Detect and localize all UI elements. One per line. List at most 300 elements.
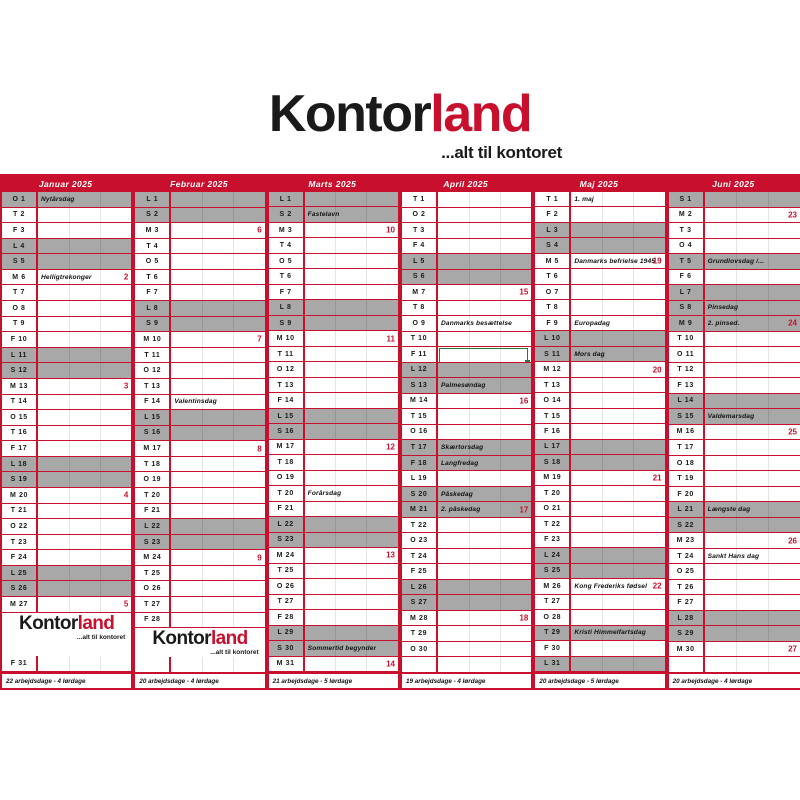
day-note-cell[interactable] <box>38 457 131 472</box>
day-row[interactable] <box>2 642 131 657</box>
day-note-cell[interactable] <box>705 564 800 579</box>
day-row[interactable] <box>135 426 264 442</box>
day-row[interactable] <box>535 424 664 439</box>
day-note-cell[interactable] <box>171 504 264 519</box>
day-row[interactable] <box>2 223 131 239</box>
day-note-cell[interactable] <box>305 223 398 237</box>
day-row[interactable] <box>135 628 264 657</box>
day-row[interactable] <box>402 239 531 255</box>
day-row[interactable] <box>135 348 264 364</box>
day-note-cell[interactable] <box>705 642 800 657</box>
day-note-cell[interactable] <box>305 285 398 299</box>
day-row[interactable] <box>402 611 531 627</box>
day-row[interactable] <box>2 581 131 597</box>
day-row[interactable] <box>135 332 264 348</box>
day-row[interactable] <box>2 208 131 224</box>
day-row[interactable] <box>535 362 664 377</box>
day-note-cell[interactable] <box>171 254 264 269</box>
day-row[interactable] <box>269 347 398 362</box>
day-note-cell[interactable] <box>38 239 131 254</box>
day-note-cell[interactable] <box>305 440 398 454</box>
day-note-cell[interactable] <box>171 519 264 534</box>
day-row[interactable] <box>535 502 664 517</box>
day-row[interactable] <box>2 597 131 613</box>
day-row[interactable] <box>402 347 531 363</box>
day-note-cell[interactable] <box>705 487 800 502</box>
day-row[interactable] <box>535 533 664 548</box>
day-note-cell[interactable] <box>305 486 398 500</box>
day-note-cell[interactable] <box>571 424 664 438</box>
day-note-cell[interactable] <box>171 301 264 316</box>
day-row[interactable] <box>402 518 531 534</box>
day-row[interactable] <box>135 223 264 239</box>
day-row[interactable] <box>535 393 664 408</box>
day-row[interactable] <box>2 254 131 270</box>
day-row[interactable] <box>269 533 398 548</box>
day-row[interactable] <box>402 378 531 394</box>
day-row[interactable] <box>2 472 131 488</box>
day-row[interactable] <box>2 285 131 301</box>
day-note-cell[interactable] <box>171 535 264 550</box>
day-note-cell[interactable] <box>38 550 131 565</box>
day-row[interactable] <box>135 254 264 270</box>
day-row[interactable] <box>402 456 531 472</box>
day-note-cell[interactable] <box>438 301 531 316</box>
day-note-cell[interactable] <box>438 409 531 424</box>
day-note-cell[interactable] <box>38 192 131 207</box>
day-note-cell[interactable] <box>571 207 664 221</box>
day-note-cell[interactable] <box>705 518 800 533</box>
day-note-cell[interactable] <box>571 533 664 547</box>
day-row[interactable] <box>402 254 531 270</box>
day-row[interactable] <box>535 641 664 656</box>
day-note-cell[interactable] <box>38 208 131 223</box>
day-row[interactable] <box>2 550 131 566</box>
day-note-cell[interactable] <box>705 316 800 331</box>
day-row[interactable] <box>402 471 531 487</box>
day-row[interactable] <box>669 626 800 642</box>
day-note-cell[interactable] <box>705 192 800 207</box>
day-note-cell[interactable] <box>305 579 398 593</box>
day-row[interactable] <box>402 208 531 224</box>
day-note-cell[interactable] <box>305 424 398 438</box>
day-row[interactable] <box>402 595 531 611</box>
day-note-cell[interactable] <box>571 362 664 376</box>
day-row[interactable] <box>2 504 131 520</box>
day-row[interactable] <box>2 192 131 208</box>
day-row[interactable] <box>269 192 398 207</box>
day-row[interactable] <box>135 285 264 301</box>
day-row[interactable] <box>269 626 398 641</box>
day-note-cell[interactable] <box>305 641 398 655</box>
day-row[interactable] <box>135 239 264 255</box>
day-note-cell[interactable] <box>38 410 131 425</box>
day-row[interactable] <box>669 580 800 596</box>
day-note-cell[interactable] <box>705 394 800 409</box>
day-note-cell[interactable] <box>305 533 398 547</box>
day-note-cell[interactable] <box>438 642 531 657</box>
day-row[interactable] <box>135 472 264 488</box>
day-note-cell[interactable] <box>705 502 800 517</box>
day-row[interactable] <box>669 549 800 565</box>
day-note-cell[interactable] <box>438 626 531 641</box>
day-note-cell[interactable] <box>305 254 398 268</box>
day-row[interactable] <box>135 301 264 317</box>
day-note-cell[interactable] <box>171 192 264 207</box>
day-row[interactable] <box>535 657 664 672</box>
day-note-cell[interactable] <box>705 533 800 548</box>
day-row[interactable] <box>535 548 664 563</box>
day-note-cell[interactable] <box>171 395 264 410</box>
day-note-cell[interactable] <box>38 472 131 487</box>
day-note-cell[interactable] <box>571 579 664 593</box>
day-row[interactable] <box>535 440 664 455</box>
day-row[interactable] <box>402 502 531 518</box>
day-note-cell[interactable] <box>571 657 664 671</box>
day-row[interactable] <box>402 642 531 658</box>
day-row[interactable] <box>135 519 264 535</box>
day-note-cell[interactable] <box>438 425 531 440</box>
day-note-cell[interactable] <box>305 455 398 469</box>
day-note-cell[interactable] <box>571 393 664 407</box>
day-row[interactable] <box>535 595 664 610</box>
day-note-cell[interactable] <box>171 457 264 472</box>
day-row[interactable] <box>535 347 664 362</box>
day-note-cell[interactable] <box>705 657 800 672</box>
day-note-cell[interactable] <box>438 378 531 393</box>
day-note-cell[interactable] <box>305 331 398 345</box>
day-row[interactable] <box>402 316 531 332</box>
day-note-cell[interactable] <box>38 581 131 596</box>
day-note-cell[interactable] <box>571 269 664 283</box>
day-note-cell[interactable] <box>438 595 531 610</box>
day-note-cell[interactable] <box>705 301 800 316</box>
day-row[interactable] <box>135 566 264 582</box>
day-note-cell[interactable] <box>38 285 131 300</box>
day-row[interactable] <box>535 626 664 641</box>
day-row[interactable] <box>535 331 664 346</box>
day-row[interactable] <box>135 535 264 551</box>
day-note-cell[interactable] <box>438 549 531 564</box>
day-row[interactable] <box>2 656 131 672</box>
day-row[interactable] <box>135 441 264 457</box>
day-note-cell[interactable] <box>171 317 264 332</box>
day-note-cell[interactable] <box>38 379 131 394</box>
day-row[interactable] <box>2 379 131 395</box>
day-note-cell[interactable] <box>571 486 664 500</box>
day-row[interactable] <box>669 456 800 472</box>
day-row[interactable] <box>669 611 800 627</box>
day-note-cell[interactable] <box>438 657 531 672</box>
day-note-cell[interactable] <box>705 347 800 362</box>
day-row[interactable] <box>269 455 398 470</box>
day-note-cell[interactable] <box>38 348 131 363</box>
day-row[interactable] <box>269 517 398 532</box>
day-note-cell[interactable] <box>438 239 531 254</box>
day-note-cell[interactable] <box>171 441 264 456</box>
day-row[interactable] <box>135 581 264 597</box>
day-note-cell[interactable] <box>438 270 531 285</box>
day-row[interactable] <box>402 626 531 642</box>
day-note-cell[interactable] <box>438 487 531 502</box>
day-note-cell[interactable] <box>171 410 264 425</box>
day-row[interactable] <box>669 440 800 456</box>
day-note-cell[interactable] <box>38 223 131 238</box>
day-note-cell[interactable] <box>571 285 664 299</box>
day-row[interactable] <box>135 395 264 411</box>
day-note-cell[interactable] <box>705 332 800 347</box>
day-row[interactable] <box>135 488 264 504</box>
day-row[interactable] <box>2 363 131 379</box>
day-note-cell[interactable] <box>705 254 800 269</box>
day-row[interactable] <box>669 394 800 410</box>
day-note-cell[interactable] <box>705 471 800 486</box>
day-note-cell[interactable] <box>571 409 664 423</box>
day-note-cell[interactable] <box>305 300 398 314</box>
day-row[interactable] <box>669 301 800 317</box>
day-row[interactable] <box>2 426 131 442</box>
day-row[interactable] <box>402 270 531 286</box>
day-note-cell[interactable] <box>438 254 531 269</box>
day-note-cell[interactable] <box>38 519 131 534</box>
day-note-cell[interactable] <box>705 595 800 610</box>
day-row[interactable] <box>669 425 800 441</box>
day-note-cell[interactable] <box>438 316 531 331</box>
day-row[interactable] <box>269 409 398 424</box>
day-note-cell[interactable] <box>305 316 398 330</box>
day-row[interactable] <box>669 332 800 348</box>
day-note-cell[interactable] <box>438 502 531 517</box>
day-row[interactable] <box>2 348 131 364</box>
day-note-cell[interactable] <box>438 580 531 595</box>
day-note-cell[interactable] <box>705 456 800 471</box>
day-row[interactable] <box>135 379 264 395</box>
day-row[interactable] <box>669 533 800 549</box>
day-row[interactable] <box>269 362 398 377</box>
day-note-cell[interactable] <box>38 332 131 347</box>
day-note-cell[interactable] <box>705 223 800 238</box>
day-row[interactable] <box>669 208 800 224</box>
day-row[interactable] <box>269 393 398 408</box>
day-note-cell[interactable] <box>171 379 264 394</box>
day-row[interactable] <box>535 378 664 393</box>
day-row[interactable] <box>402 394 531 410</box>
day-note-cell[interactable] <box>305 378 398 392</box>
day-row[interactable] <box>2 270 131 286</box>
day-note-cell[interactable] <box>305 610 398 624</box>
day-row[interactable] <box>535 192 664 207</box>
day-note-cell[interactable] <box>171 566 264 581</box>
day-row[interactable] <box>135 208 264 224</box>
day-note-cell[interactable] <box>571 254 664 268</box>
day-row[interactable] <box>135 550 264 566</box>
day-note-cell[interactable] <box>305 517 398 531</box>
day-row[interactable] <box>269 641 398 656</box>
day-note-cell[interactable] <box>305 192 398 206</box>
day-row[interactable] <box>535 564 664 579</box>
day-note-cell[interactable] <box>571 347 664 361</box>
day-row[interactable] <box>2 457 131 473</box>
day-note-cell[interactable] <box>571 440 664 454</box>
day-row[interactable] <box>402 580 531 596</box>
day-row[interactable] <box>669 564 800 580</box>
selection-box[interactable] <box>439 348 528 362</box>
day-note-cell[interactable] <box>305 595 398 609</box>
day-row[interactable] <box>2 612 131 641</box>
day-note-cell[interactable] <box>171 488 264 503</box>
day-row[interactable] <box>669 254 800 270</box>
day-row[interactable] <box>402 332 531 348</box>
day-row[interactable] <box>135 317 264 333</box>
day-note-cell[interactable] <box>705 580 800 595</box>
day-note-cell[interactable] <box>38 597 131 612</box>
day-note-cell[interactable] <box>171 332 264 347</box>
day-row[interactable] <box>535 517 664 532</box>
day-note-cell[interactable] <box>305 238 398 252</box>
day-row[interactable] <box>269 269 398 284</box>
day-row[interactable] <box>269 424 398 439</box>
day-note-cell[interactable] <box>438 192 531 207</box>
day-note-cell[interactable] <box>38 254 131 269</box>
day-note-cell[interactable] <box>171 581 264 596</box>
day-row[interactable] <box>269 223 398 238</box>
day-row[interactable] <box>669 192 800 208</box>
day-row[interactable] <box>269 610 398 625</box>
day-row[interactable] <box>269 502 398 517</box>
day-note-cell[interactable] <box>171 270 264 285</box>
day-note-cell[interactable] <box>38 535 131 550</box>
day-row[interactable] <box>535 254 664 269</box>
day-row[interactable] <box>269 238 398 253</box>
day-note-cell[interactable] <box>171 208 264 223</box>
day-note-cell[interactable] <box>571 502 664 516</box>
day-note-cell[interactable] <box>38 566 131 581</box>
day-row[interactable] <box>669 487 800 503</box>
day-note-cell[interactable] <box>705 363 800 378</box>
day-row[interactable] <box>135 410 264 426</box>
day-note-cell[interactable] <box>38 395 131 410</box>
day-row[interactable] <box>669 642 800 658</box>
day-note-cell[interactable] <box>571 223 664 237</box>
day-row[interactable] <box>135 597 264 613</box>
day-note-cell[interactable] <box>171 363 264 378</box>
day-note-cell[interactable] <box>571 455 664 469</box>
day-note-cell[interactable] <box>571 378 664 392</box>
day-row[interactable] <box>135 613 264 629</box>
day-note-cell[interactable] <box>38 317 131 332</box>
day-note-cell[interactable] <box>305 269 398 283</box>
day-row[interactable] <box>402 192 531 208</box>
day-note-cell[interactable] <box>571 331 664 345</box>
day-note-cell[interactable] <box>305 393 398 407</box>
day-row[interactable] <box>402 301 531 317</box>
day-row[interactable] <box>2 317 131 333</box>
day-row[interactable] <box>535 471 664 486</box>
day-row[interactable] <box>269 564 398 579</box>
day-row[interactable] <box>402 363 531 379</box>
day-row[interactable] <box>269 548 398 563</box>
day-note-cell[interactable] <box>438 456 531 471</box>
day-note-cell[interactable] <box>438 332 531 347</box>
day-row[interactable] <box>2 519 131 535</box>
day-note-cell[interactable] <box>705 378 800 393</box>
day-note-cell[interactable] <box>171 285 264 300</box>
day-note-cell[interactable] <box>571 610 664 624</box>
day-row[interactable] <box>269 254 398 269</box>
day-note-cell[interactable] <box>38 504 131 519</box>
day-row[interactable] <box>535 269 664 284</box>
day-note-cell[interactable] <box>171 657 264 672</box>
day-note-cell[interactable] <box>705 409 800 424</box>
day-row[interactable] <box>269 378 398 393</box>
day-row[interactable] <box>402 425 531 441</box>
day-note-cell[interactable] <box>438 223 531 238</box>
day-row[interactable] <box>2 395 131 411</box>
day-note-cell[interactable] <box>571 564 664 578</box>
day-note-cell[interactable] <box>171 472 264 487</box>
day-row[interactable] <box>535 238 664 253</box>
day-row[interactable] <box>2 441 131 457</box>
day-note-cell[interactable] <box>305 471 398 485</box>
day-note-cell[interactable] <box>438 533 531 548</box>
day-note-cell[interactable] <box>305 657 398 671</box>
day-note-cell[interactable] <box>438 440 531 455</box>
day-row[interactable] <box>402 549 531 565</box>
day-note-cell[interactable] <box>171 223 264 238</box>
day-note-cell[interactable] <box>305 548 398 562</box>
day-note-cell[interactable] <box>571 641 664 655</box>
day-row[interactable] <box>2 488 131 504</box>
day-note-cell[interactable] <box>705 270 800 285</box>
day-note-cell[interactable] <box>571 238 664 252</box>
day-row[interactable] <box>135 457 264 473</box>
day-note-cell[interactable] <box>571 192 664 206</box>
day-row[interactable] <box>535 455 664 470</box>
day-note-cell[interactable] <box>38 656 131 671</box>
day-note-cell[interactable] <box>438 564 531 579</box>
day-note-cell[interactable] <box>305 502 398 516</box>
day-row[interactable] <box>269 440 398 455</box>
day-row[interactable] <box>269 486 398 501</box>
day-note-cell[interactable] <box>305 347 398 361</box>
day-row[interactable] <box>2 410 131 426</box>
day-note-cell[interactable] <box>705 285 800 300</box>
day-note-cell[interactable] <box>38 363 131 378</box>
day-note-cell[interactable] <box>305 207 398 221</box>
day-row[interactable] <box>669 471 800 487</box>
day-row[interactable] <box>269 300 398 315</box>
day-row[interactable] <box>135 363 264 379</box>
day-note-cell[interactable] <box>438 394 531 409</box>
day-row[interactable] <box>535 610 664 625</box>
day-note-cell[interactable] <box>438 208 531 223</box>
day-note-cell[interactable] <box>305 362 398 376</box>
day-row[interactable] <box>402 409 531 425</box>
day-note-cell[interactable] <box>571 626 664 640</box>
day-row[interactable] <box>535 285 664 300</box>
day-row[interactable] <box>269 595 398 610</box>
day-row[interactable] <box>135 192 264 208</box>
day-note-cell[interactable] <box>38 426 131 441</box>
day-note-cell[interactable] <box>705 549 800 564</box>
day-note-cell[interactable] <box>438 611 531 626</box>
day-note-cell[interactable] <box>38 488 131 503</box>
day-row[interactable] <box>2 566 131 582</box>
day-row[interactable] <box>535 223 664 238</box>
day-note-cell[interactable] <box>171 426 264 441</box>
day-row[interactable] <box>669 363 800 379</box>
day-note-cell[interactable] <box>171 239 264 254</box>
